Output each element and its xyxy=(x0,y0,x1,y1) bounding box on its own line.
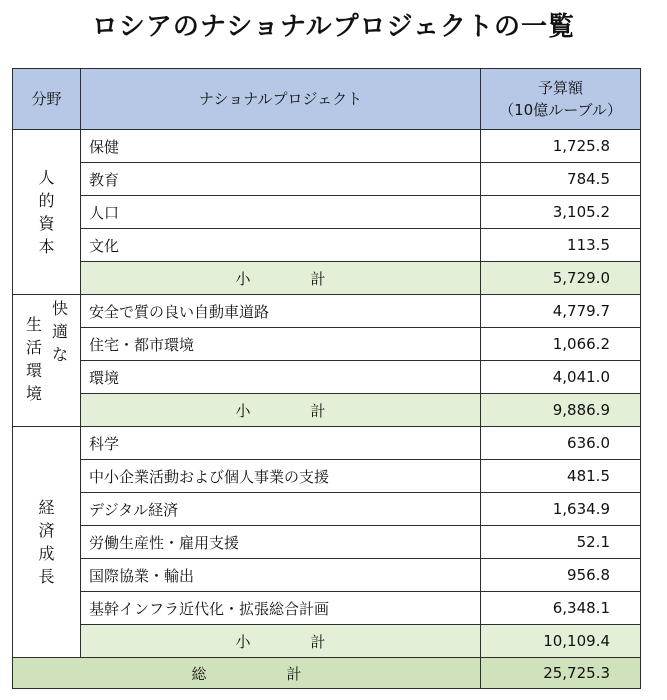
subtotal-row xyxy=(13,625,641,658)
table-row xyxy=(13,196,641,229)
category-label-col2: 快適な xyxy=(51,299,68,364)
project-name: 環境 xyxy=(81,361,481,394)
subtotal-label xyxy=(81,625,481,658)
table-row xyxy=(13,163,641,196)
subtotal-value: 10,109.4 xyxy=(481,625,641,658)
header-field: 分野 xyxy=(13,69,81,130)
project-name: 住宅・都市環境 xyxy=(81,328,481,361)
total-label-b: 計 xyxy=(286,664,302,683)
subtotal-value: 5,729.0 xyxy=(481,262,641,295)
subtotal-label-a: 小 xyxy=(235,401,251,420)
project-name: 中小企業活動および個人事業の支援 xyxy=(81,460,481,493)
subtotal-row xyxy=(13,262,641,295)
total-value: 25,725.3 xyxy=(481,658,641,689)
table-row xyxy=(13,493,641,526)
project-name: 保健 xyxy=(81,130,481,163)
project-value: 481.5 xyxy=(481,460,641,493)
project-name: 文化 xyxy=(81,229,481,262)
subtotal-label-b: 計 xyxy=(310,632,326,651)
project-value: 3,105.2 xyxy=(481,196,641,229)
project-value: 113.5 xyxy=(481,229,641,262)
subtotal-value: 9,886.9 xyxy=(481,394,641,427)
header-budget xyxy=(481,69,641,130)
subtotal-label xyxy=(81,394,481,427)
subtotal-row xyxy=(13,394,641,427)
project-value: 956.8 xyxy=(481,559,641,592)
table-row xyxy=(13,361,641,394)
category-label: 経済成長 xyxy=(38,498,55,586)
project-value: 1,066.2 xyxy=(481,328,641,361)
category-cell-economic-growth xyxy=(13,427,81,658)
subtotal-label-a: 小 xyxy=(235,632,251,651)
project-name: 国際協業・輸出 xyxy=(81,559,481,592)
table-row xyxy=(13,328,641,361)
project-name: 労働生産性・雇用支援 xyxy=(81,526,481,559)
project-name: 人口 xyxy=(81,196,481,229)
project-value: 52.1 xyxy=(481,526,641,559)
project-name: デジタル経済 xyxy=(81,493,481,526)
project-name: 科学 xyxy=(81,427,481,460)
header-budget-line2: （10億ルーブル） xyxy=(499,101,622,119)
total-label-a: 総 xyxy=(191,664,207,683)
project-value: 4,041.0 xyxy=(481,361,641,394)
category-label-col1: 生活環境 xyxy=(25,315,42,403)
table-row xyxy=(13,130,641,163)
subtotal-label xyxy=(81,262,481,295)
page-title: ロシアのナショナルプロジェクトの一覧 xyxy=(91,12,576,42)
project-value: 6,348.1 xyxy=(481,592,641,625)
table-row xyxy=(13,229,641,262)
project-name: 安全で質の良い自動車道路 xyxy=(81,295,481,328)
header-project: ナショナルプロジェクト xyxy=(81,69,481,130)
category-cell-human-capital xyxy=(13,130,81,295)
project-value: 636.0 xyxy=(481,427,641,460)
table-row xyxy=(13,526,641,559)
table-row xyxy=(13,460,641,493)
table-header-row xyxy=(13,69,641,130)
project-name: 教育 xyxy=(81,163,481,196)
category-cell-living-environment xyxy=(13,295,81,427)
table-row xyxy=(13,559,641,592)
project-value: 1,634.9 xyxy=(481,493,641,526)
total-row xyxy=(13,658,641,689)
project-value: 784.5 xyxy=(481,163,641,196)
projects-table xyxy=(12,68,641,689)
table-row xyxy=(13,592,641,625)
project-value: 4,779.7 xyxy=(481,295,641,328)
project-name: 基幹インフラ近代化・拡張総合計画 xyxy=(81,592,481,625)
header-budget-line1: 予算額 xyxy=(537,79,583,97)
subtotal-label-b: 計 xyxy=(310,269,326,288)
category-label: 人的資本 xyxy=(38,168,55,256)
subtotal-label-b: 計 xyxy=(310,401,326,420)
project-value: 1,725.8 xyxy=(481,130,641,163)
subtotal-label-a: 小 xyxy=(235,269,251,288)
table-row xyxy=(13,295,641,328)
total-label xyxy=(13,658,481,689)
table-row xyxy=(13,427,641,460)
